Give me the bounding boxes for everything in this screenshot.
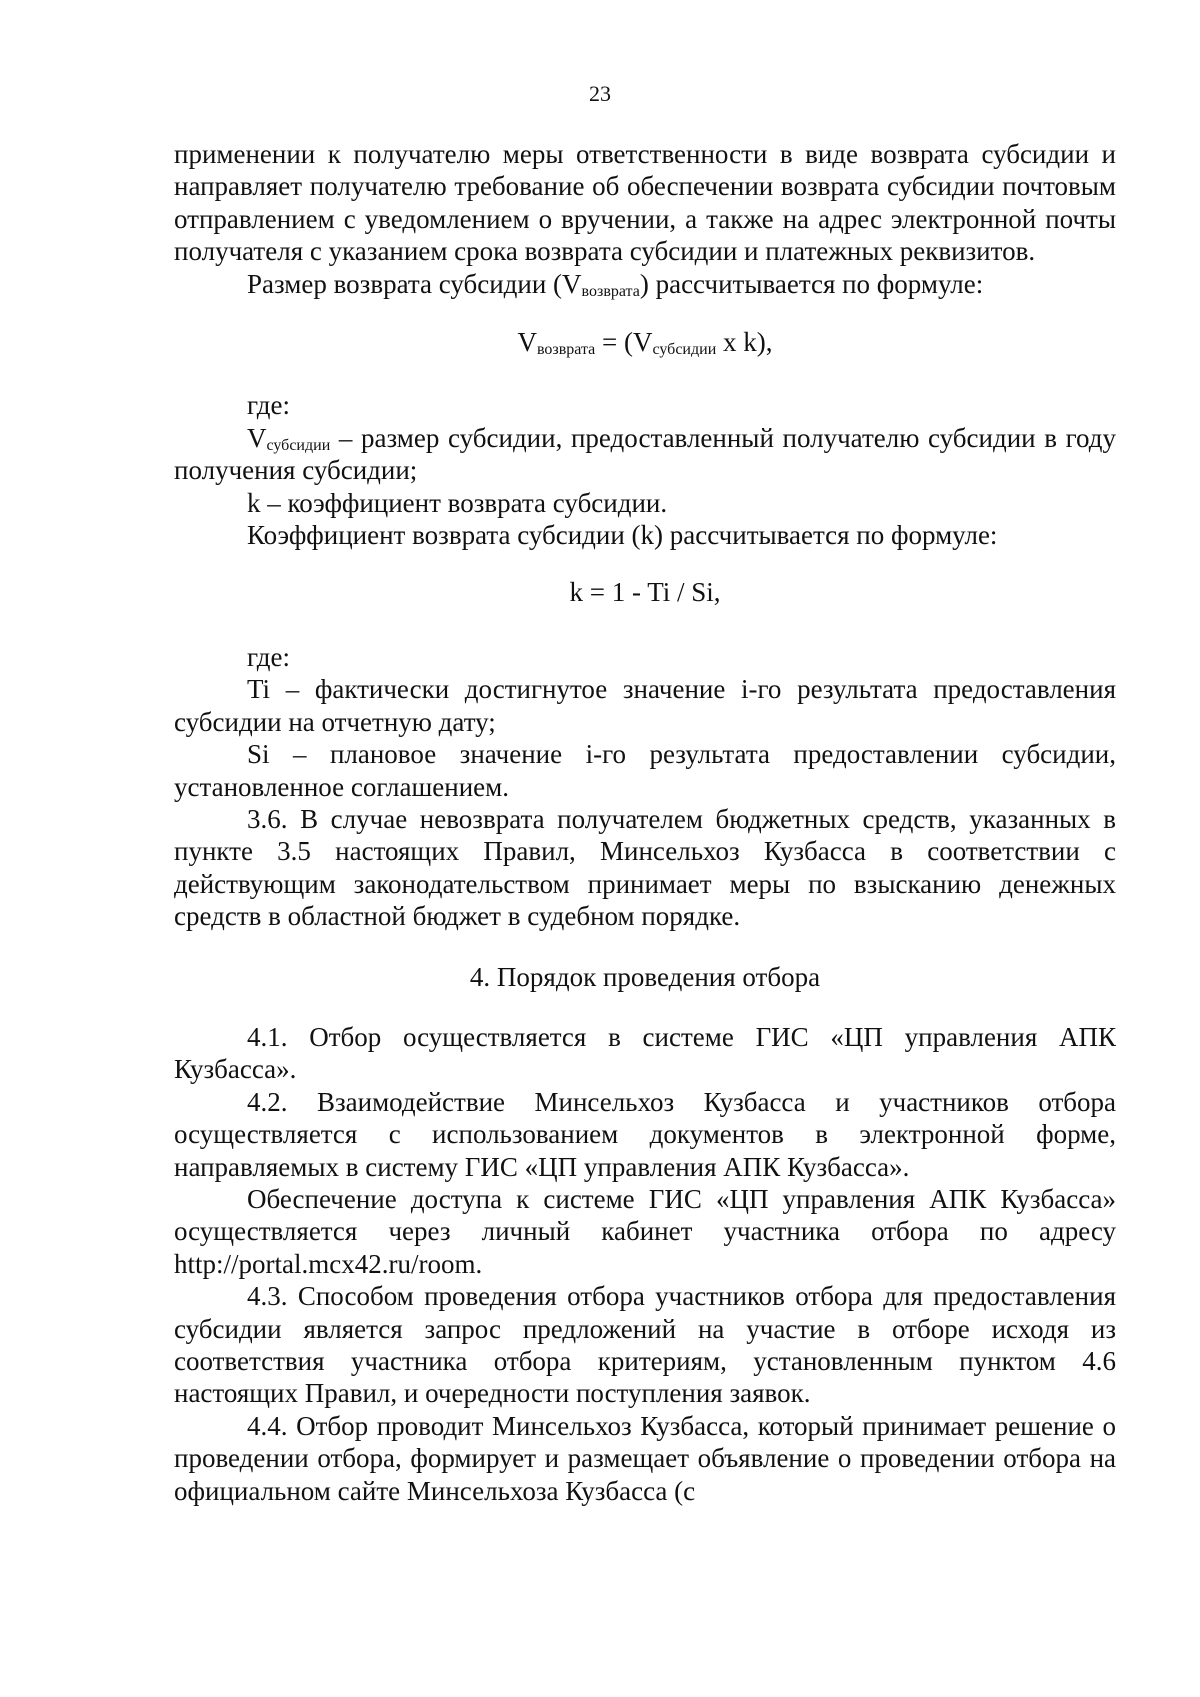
formula-text: x k), xyxy=(716,327,773,358)
paragraph-4-1: 4.1. Отбор осуществляется в системе ГИС «ЦП управления АПК Кузбасса». xyxy=(174,1021,1116,1085)
formula-return xyxy=(174,326,1116,358)
formula-text: = (V xyxy=(595,327,653,358)
section-heading: 4. Порядок проведения отбора xyxy=(469,961,821,992)
paragraph-ti: Ti – фактически достигнутое значение i-го результата предоставления субсидии на отчетную дату; xyxy=(174,674,1116,737)
text-span: Размер возврата субсидии (V xyxy=(247,268,582,299)
formula-text: V xyxy=(517,327,537,358)
paragraph-si: Si – плановое значение i-го результата предоставлении субсидии, установленное соглашением. xyxy=(174,739,1116,802)
paragraph-4-4: 4.4. Отбор проводит Минсельхоз Кузбасса, который принимает решение о проведении отбора, формирует и размещает объявление о проведении отбора на официальном сайте Минсельхоза Кузбасса (с xyxy=(174,1410,1116,1506)
text-span: V xyxy=(247,422,267,453)
subscript: субсидии xyxy=(266,436,331,454)
where-label: где: xyxy=(247,390,290,421)
text-span: – размер субсидии, предоставленный получателю субсидии в году получения субсидии; xyxy=(174,422,1116,486)
document-body xyxy=(174,138,1116,1507)
page-number: 23 xyxy=(589,81,611,106)
subscript: возврата xyxy=(581,282,640,300)
subscript: субсидии xyxy=(652,341,717,359)
subscript: возврата xyxy=(536,341,596,359)
text-span: ) рассчитывается по формуле: xyxy=(639,268,984,299)
paragraph-k-definition: k – коэффициент возврата субсидии. xyxy=(247,487,668,518)
paragraph-access: Обеспечение доступа к системе ГИС «ЦП управления АПК Кузбасса» осуществляется через личный кабинет участника отбора по адресу http://portal.mcx42.ru/room. xyxy=(174,1183,1116,1279)
paragraph-4-2: 4.2. Взаимодействие Минсельхоз Кузбасса и участников отбора осуществляется с использованием документов в электронной форме, направляемых в систему ГИС «ЦП управления АПК Кузбасса». xyxy=(174,1086,1116,1182)
formula-k: k = 1 - Ti / Si, xyxy=(569,577,721,608)
paragraph-v-subsidy xyxy=(174,422,1116,487)
paragraph-return-requirement: применении к получателю меры ответственности в виде возврата субсидии и направляет получателю требование об обеспечении возврата субсидии почтовым отправлением с уведомлением о вручении, а также на адрес электронной почты получателя с указанием срока возврата субсидии и платежных реквизитов. xyxy=(174,139,1116,267)
paragraph-k-formula-intro: Коэффициент возврата субсидии (k) рассчитывается по формуле: xyxy=(247,520,998,551)
where-label: где: xyxy=(247,641,290,672)
paragraph-return-size xyxy=(174,268,1116,300)
paragraph-3-6: 3.6. В случае невозврата получателем бюджетных средств, указанных в пункте 3.5 настоящих Правил, Минсельхоз Кузбасса в соответствии с действующим законодательством принимает меры по взысканию денежных средств в областной бюджет в судебном порядке. xyxy=(174,803,1116,932)
paragraph-4-3: 4.3. Способом проведения отбора участников отбора для предоставления субсидии является запрос предложений на участие в отборе исходя из соответствия участника отбора критериям, установленным пунктом 4.6 настоящих Правил, и очередности поступления заявок. xyxy=(174,1281,1116,1409)
